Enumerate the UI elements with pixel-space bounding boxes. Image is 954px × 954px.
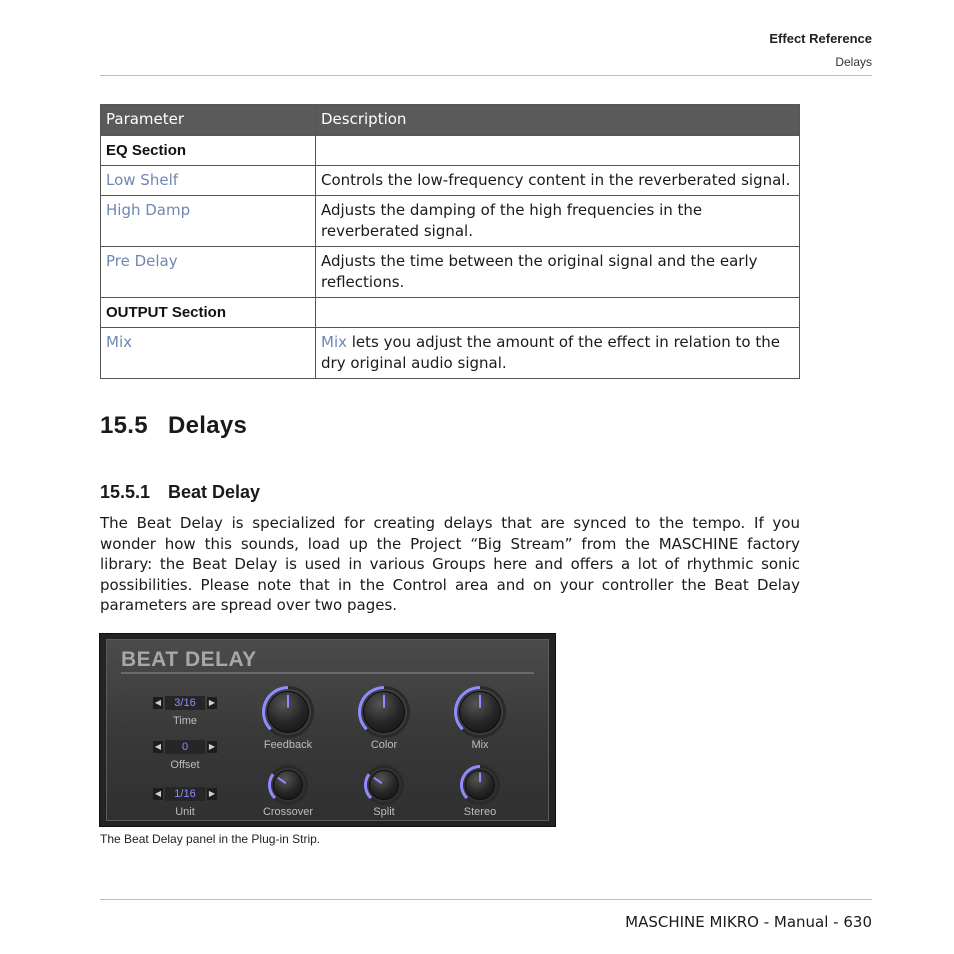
knob-body — [274, 771, 303, 800]
stepper-value: 3/16 — [165, 696, 205, 710]
knob-label: Mix — [471, 739, 489, 751]
description-text: lets you adjust the amount of the effect in relation to the dry original audio signal. — [321, 333, 780, 372]
table-row — [101, 298, 800, 328]
subsection-title: Beat Delay — [168, 482, 261, 502]
section-label: OUTPUT Section — [101, 298, 316, 328]
header-subsection-title: Delays — [835, 55, 872, 69]
parameter-link-pre-delay[interactable]: Pre Delay — [101, 247, 316, 298]
knob-crossover[interactable] — [267, 764, 309, 806]
table-cell-description — [316, 298, 800, 328]
table-cell-description: Adjusts the damping of the high frequencies in the reverberated signal. — [316, 196, 800, 247]
knob-label: Split — [373, 806, 395, 818]
parameter-link-high-damp[interactable]: High Damp — [101, 196, 316, 247]
table-row — [101, 247, 800, 298]
arrow-left-icon[interactable]: ◀ — [154, 742, 162, 751]
stepper-label: Time — [172, 715, 198, 727]
subsection-heading — [100, 482, 260, 503]
page-footer: MASCHINE MIKRO - Manual - 630 — [625, 913, 872, 931]
time-stepper[interactable] — [153, 696, 217, 710]
table-cell-description: Adjusts the time between the original signal and the early reflections. — [316, 247, 800, 298]
knob-label: Stereo — [463, 806, 497, 818]
section-number: 15.5 — [100, 412, 148, 439]
knob-label: Crossover — [262, 806, 314, 818]
column-header-parameter: Parameter — [101, 105, 316, 136]
unit-stepper[interactable] — [153, 787, 217, 801]
arrow-left-icon[interactable]: ◀ — [154, 698, 162, 707]
stepper-value: 1/16 — [165, 787, 205, 801]
knob-body — [370, 771, 399, 800]
footer-divider — [100, 899, 872, 900]
knob-mix[interactable] — [453, 685, 507, 739]
table-header-row — [101, 105, 800, 136]
stepper-label: Unit — [175, 806, 195, 818]
table-cell-description — [316, 328, 800, 379]
arrow-right-icon[interactable]: ▶ — [208, 698, 216, 707]
table-cell-description — [316, 136, 800, 166]
parameter-link-low-shelf[interactable]: Low Shelf — [101, 166, 316, 196]
section-title: Delays — [168, 412, 248, 439]
arrow-left-icon[interactable]: ◀ — [154, 789, 162, 798]
stepper-value: 0 — [165, 740, 205, 754]
column-header-description: Description — [316, 105, 800, 136]
knob-label: Feedback — [263, 739, 313, 751]
header-section-title: Effect Reference — [769, 31, 872, 46]
table-row — [101, 328, 800, 379]
arrow-right-icon[interactable]: ▶ — [208, 789, 216, 798]
table-cell-description: Controls the low-frequency content in the reverberated signal. — [316, 166, 800, 196]
knob-feedback[interactable] — [261, 685, 315, 739]
panel-title: BEAT DELAY — [121, 648, 257, 671]
parameter-link-mix[interactable]: Mix — [101, 328, 316, 379]
parameter-table — [100, 104, 800, 379]
inline-link-mix[interactable]: Mix — [321, 333, 347, 351]
stepper-label: Offset — [170, 759, 200, 771]
table-row — [101, 196, 800, 247]
subsection-number: 15.5.1 — [100, 482, 151, 502]
section-heading — [100, 412, 247, 440]
panel-title-divider — [121, 672, 534, 674]
knob-split[interactable] — [363, 764, 405, 806]
knob-color[interactable] — [357, 685, 411, 739]
knob-label: Color — [370, 739, 398, 751]
header-divider — [100, 75, 872, 76]
panel-body — [106, 639, 549, 821]
table-row — [101, 166, 800, 196]
figure-caption: The Beat Delay panel in the Plug-in Strip. — [100, 832, 321, 846]
table-row — [101, 136, 800, 166]
knob-stereo[interactable] — [459, 764, 501, 806]
offset-stepper[interactable] — [153, 740, 217, 754]
arrow-right-icon[interactable]: ▶ — [208, 742, 216, 751]
section-label: EQ Section — [101, 136, 316, 166]
beat-delay-panel — [99, 633, 556, 827]
body-paragraph: The Beat Delay is specialized for creating delays that are synced to the tempo. If you wonder how this sounds, load up the Project “Big Stream” from the MASCHINE factory library: the Beat Delay is used in various Groups here and offers a lot of rhythmic sonic possibilities. Please note that in the Control area and on your controller the Beat Delay parameters are spread over two pages. — [100, 514, 800, 614]
